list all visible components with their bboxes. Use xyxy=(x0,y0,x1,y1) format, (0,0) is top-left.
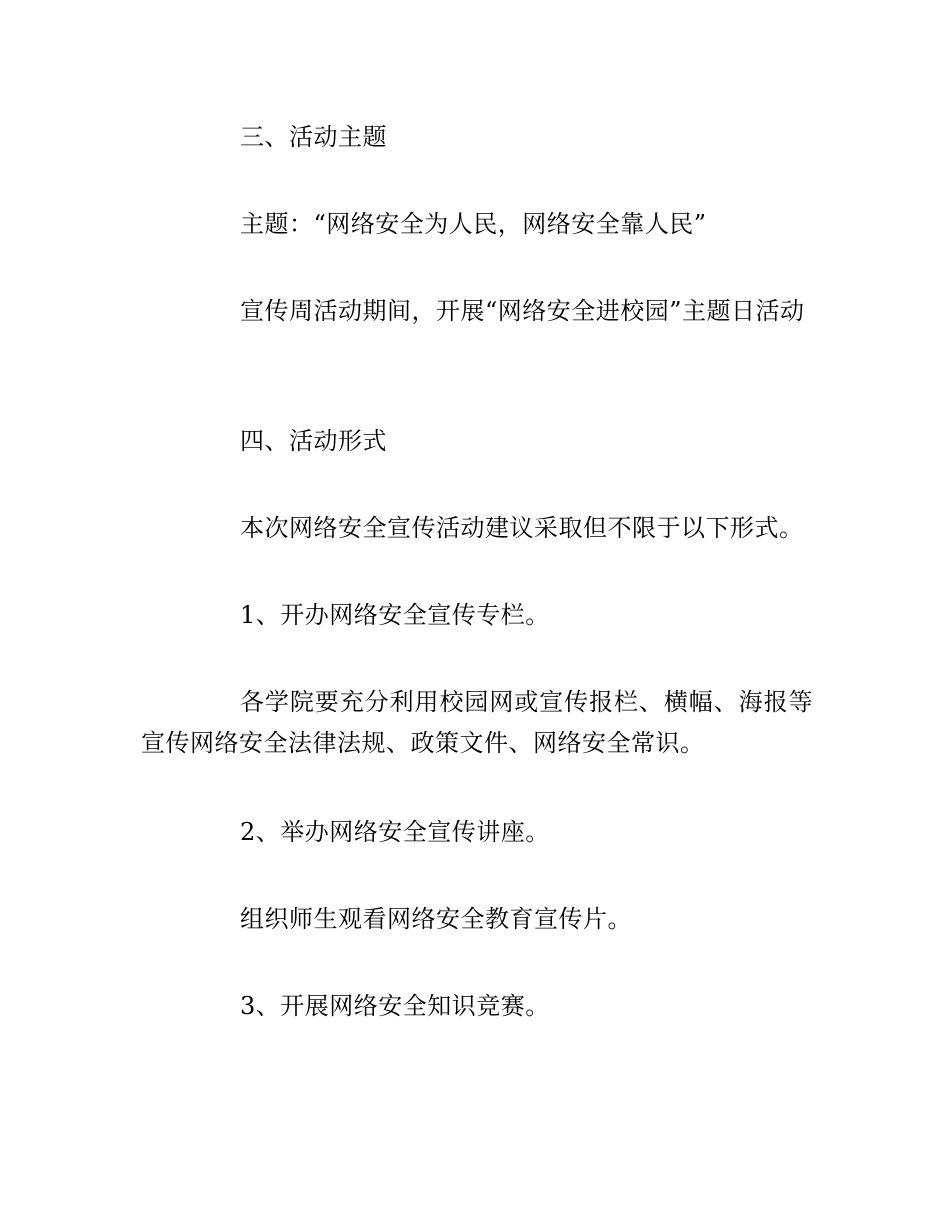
section-heading-activity-form: 四、活动形式 xyxy=(240,427,387,455)
list-item-1-body: 各学院要充分利用校园网或宣传报栏、横幅、海报等宣传网络安全法律法规、政策文件、网络安全常识。 xyxy=(141,688,813,757)
list-item-1-heading: 1、开办网络安全宣传专栏。 xyxy=(240,601,550,629)
list-item-2-heading: 2、举办网络安全宣传讲座。 xyxy=(240,818,550,846)
publicity-week-paragraph: 宣传周活动期间，开展“网络安全进校园”主题日活动 xyxy=(240,297,805,325)
list-item-2-body: 组织师生观看网络安全教育宣传片。 xyxy=(240,905,632,933)
activity-form-intro: 本次网络安全宣传活动建议采取但不限于以下形式。 xyxy=(240,514,804,542)
theme-statement: 主题：“网络安全为人民，网络安全靠人民” xyxy=(240,210,707,238)
list-item-3-heading: 3、开展网络安全知识竞赛。 xyxy=(240,992,550,1020)
section-heading-activity-theme: 三、活动主题 xyxy=(240,123,387,151)
